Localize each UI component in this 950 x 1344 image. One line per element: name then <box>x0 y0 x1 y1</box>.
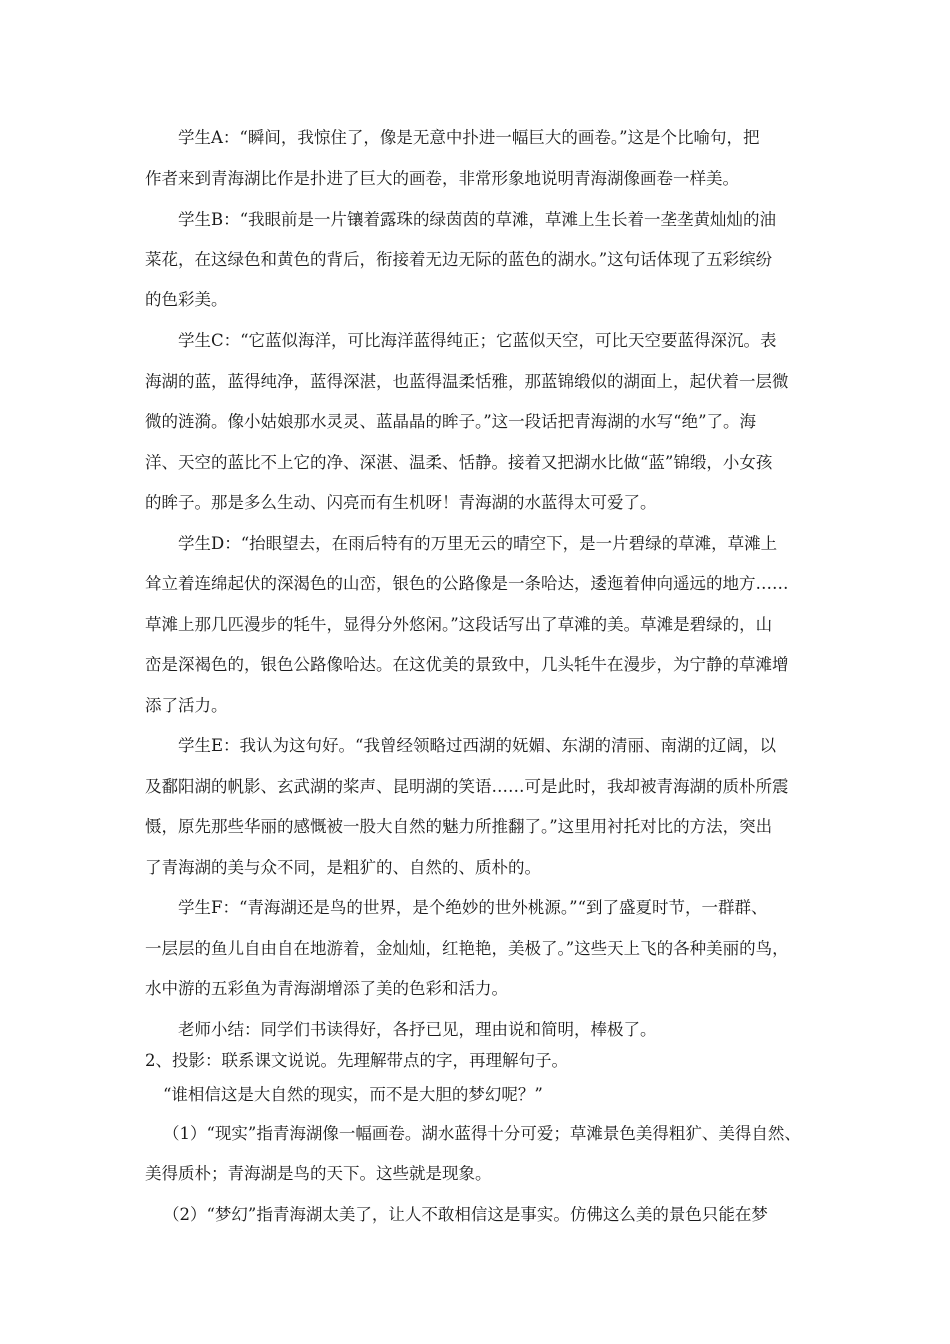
paragraph-line: 海湖的蓝，蓝得纯净，蓝得深湛，也蓝得温柔恬雅，那蓝锦缎似的湖面上，起伏着一层微 <box>145 372 789 391</box>
paragraph-line: 洋、天空的蓝比不上它的净、深湛、温柔、恬静。接着又把湖水比做“蓝”锦缎，小女孩 <box>145 453 773 472</box>
paragraph-line: 老师小结：同学们书读得好，各抒已见，理由说和简明，棒极了。 <box>178 1020 657 1039</box>
paragraph-line: 学生E：我认为这句好。“我曾经领略过西湖的妩媚、东湖的清丽、南湖的辽阔，以 <box>178 736 776 755</box>
paragraph-line: 草滩上那几匹漫步的牦牛，显得分外悠闲。”这段话写出了草滩的美。草滩是碧绿的，山 <box>145 615 773 634</box>
paragraph-line: 了青海湖的美与众不同，是粗犷的、自然的、质朴的。 <box>145 858 541 877</box>
paragraph-line: 耸立着连绵起伏的深渴色的山峦，银色的公路像是一条哈达，逶迤着伸向遥远的地方…… <box>145 574 789 593</box>
paragraph-line: 2、投影：联系课文说说。先理解带点的字，再理解句子。 <box>145 1051 568 1070</box>
paragraph-line: 的色彩美。 <box>145 290 228 309</box>
paragraph-line: 学生D：“抬眼望去，在雨后特有的万里无云的晴空下，是一片碧绿的草滩，草滩上 <box>178 534 778 553</box>
paragraph-line: 水中游的五彩鱼为青海湖增添了美的色彩和活力。 <box>145 979 508 998</box>
paragraph-line: 微的涟漪。像小姑娘那水灵灵、蓝晶晶的眸子。”这一段话把青海湖的水写“绝”了。海 <box>145 412 757 431</box>
paragraph-line: 菜花，在这绿色和黄色的背后，衔接着无边无际的蓝色的湖水。”这句话体现了五彩缤纷 <box>145 250 773 269</box>
paragraph-line: 一层层的鱼儿自由自在地游着，金灿灿，红艳艳，美极了。”这些天上飞的各种美丽的鸟， <box>145 939 789 958</box>
paragraph-line: 学生F：“青海湖还是鸟的世界，是个绝妙的世外桃源。”“到了盛夏时节，一群群、 <box>178 898 768 917</box>
paragraph-line: 的眸子。那是多么生动、闪亮而有生机呀！青海湖的水蓝得太可爱了。 <box>145 493 657 512</box>
paragraph-line: （2）“梦幻”指青海湖太美了，让人不敢相信这是事实。仿佛这么美的景色只能在梦 <box>163 1205 768 1224</box>
paragraph-line: 学生B：“我眼前是一片镶着露珠的绿茵茵的草滩，草滩上生长着一垄垄黄灿灿的油 <box>178 210 777 229</box>
paragraph-line: （1）“现实”指青海湖像一幅画卷。湖水蓝得十分可爱；草滩景色美得粗犷、美得自然、 <box>163 1124 801 1143</box>
paragraph-line: 峦是深褐色的，银色公路像哈达。在这优美的景致中，几头牦牛在漫步，为宁静的草滩增 <box>145 655 789 674</box>
paragraph-line: 作者来到青海湖比作是扑进了巨大的画卷，非常形象地说明青海湖像画卷一样美。 <box>145 169 739 188</box>
paragraph-line: 学生A：“瞬间，我惊住了，像是无意中扑进一幅巨大的画卷。”这是个比喻句，把 <box>178 128 760 147</box>
paragraph-line: 美得质朴；青海湖是鸟的天下。这些就是现象。 <box>145 1164 492 1183</box>
paragraph-line: “谁相信这是大自然的现实，而不是大胆的梦幻呢？” <box>163 1085 543 1104</box>
paragraph-line: 慑，原先那些华丽的感慨被一股大自然的魅力所推翻了。”这里用衬托对比的方法，突出 <box>145 817 773 836</box>
paragraph-line: 学生C：“它蓝似海洋，可比海洋蓝得纯正；它蓝似天空，可比天空要蓝得深沉。表 <box>178 331 777 350</box>
paragraph-line: 及鄱阳湖的帆影、玄武湖的桨声、昆明湖的笑语……可是此时，我却被青海湖的质朴所震 <box>145 777 789 796</box>
paragraph-line: 添了活力。 <box>145 696 228 715</box>
